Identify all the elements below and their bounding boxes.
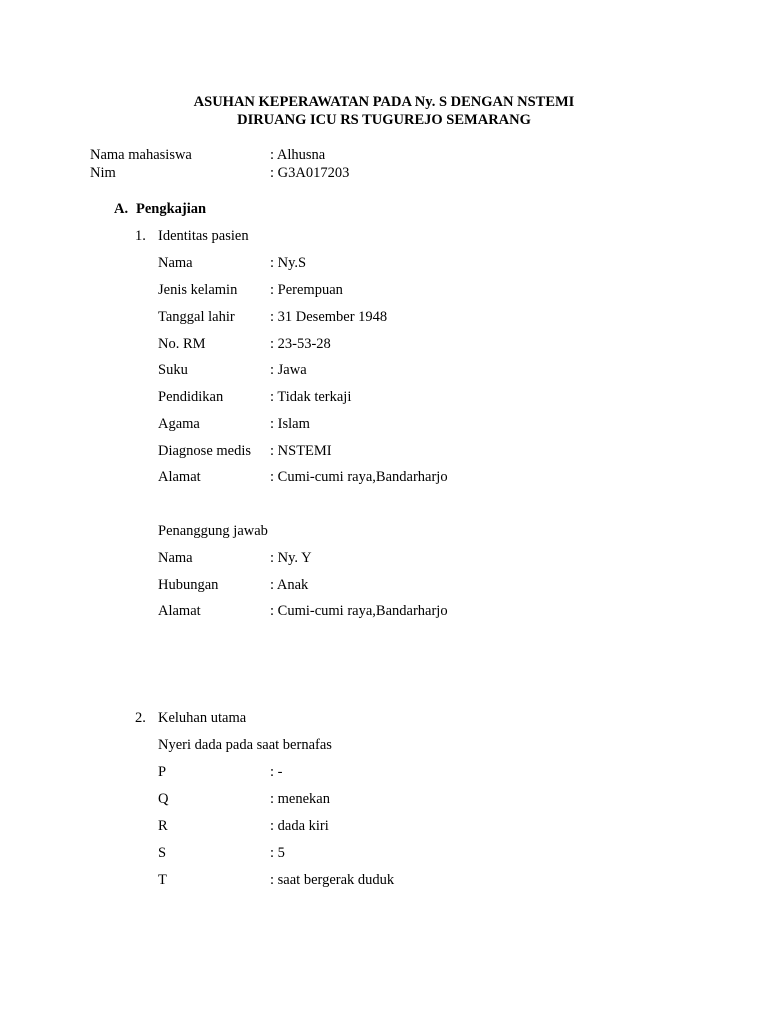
section-a-title: Pengkajian <box>136 201 207 217</box>
patient-field-value: : NSTEMI <box>270 443 332 459</box>
patient-field-value: : Cumi-cumi raya,Bandarharjo <box>270 469 448 485</box>
patient-field-label: Suku <box>158 362 188 378</box>
student-name-value: : Alhusna <box>270 147 326 163</box>
pqrst-value: : - <box>270 764 283 780</box>
patient-field-label: Diagnose medis <box>158 443 252 459</box>
pqrst-label: S <box>158 845 167 861</box>
patient-field-value: : Ny.S <box>270 255 307 271</box>
patient-field-label: Tanggal lahir <box>158 309 235 325</box>
pqrst-value: : saat bergerak duduk <box>270 872 395 888</box>
patient-field-label: Agama <box>158 416 200 432</box>
guardian-field-value: : Cumi-cumi raya,Bandarharjo <box>270 603 448 619</box>
document-title-line2: DIRUANG ICU RS TUGUREJO SEMARANG <box>237 112 531 128</box>
item2-title: Keluhan utama <box>158 710 247 726</box>
patient-field-label: Nama <box>158 255 193 271</box>
item2-number: 2. <box>135 710 146 726</box>
pqrst-value: : menekan <box>270 791 330 807</box>
item1-title: Identitas pasien <box>158 228 249 244</box>
document-title-line1: ASUHAN KEPERAWATAN PADA Ny. S DENGAN NSTEMI <box>193 94 575 110</box>
patient-field-value: : Islam <box>270 416 310 432</box>
patient-field-label: Alamat <box>158 469 201 485</box>
item1-number: 1. <box>135 228 146 244</box>
guardian-field-label: Alamat <box>158 603 201 619</box>
patient-field-value: : 23-53-28 <box>270 336 331 352</box>
guardian-field-value: : Ny. Y <box>270 550 312 566</box>
patient-field-value: : 31 Desember 1948 <box>270 309 388 325</box>
patient-field-label: Jenis kelamin <box>158 282 238 298</box>
pqrst-value: : 5 <box>270 845 285 861</box>
student-name-label: Nama mahasiswa <box>90 147 192 163</box>
pqrst-label: Q <box>158 791 169 807</box>
pqrst-label: R <box>158 818 168 834</box>
pqrst-label: P <box>158 764 167 780</box>
student-nim-value: : G3A017203 <box>270 165 350 181</box>
patient-field-value: : Tidak terkaji <box>270 389 352 405</box>
pqrst-value: : dada kiri <box>270 818 329 834</box>
guardian-field-label: Nama <box>158 550 193 566</box>
patient-field-label: Pendidikan <box>158 389 224 405</box>
guardian-field-value: : Anak <box>270 577 309 593</box>
pqrst-label: T <box>158 872 167 888</box>
patient-field-value: : Jawa <box>270 362 307 378</box>
student-nim-label: Nim <box>90 165 116 181</box>
section-a-marker: A. <box>114 201 129 217</box>
patient-field-value: : Perempuan <box>270 282 343 298</box>
item2-subtitle: Nyeri dada pada saat bernafas <box>158 737 332 753</box>
guardian-title: Penanggung jawab <box>158 523 268 539</box>
guardian-field-label: Hubungan <box>158 577 219 593</box>
patient-field-label: No. RM <box>158 336 206 352</box>
